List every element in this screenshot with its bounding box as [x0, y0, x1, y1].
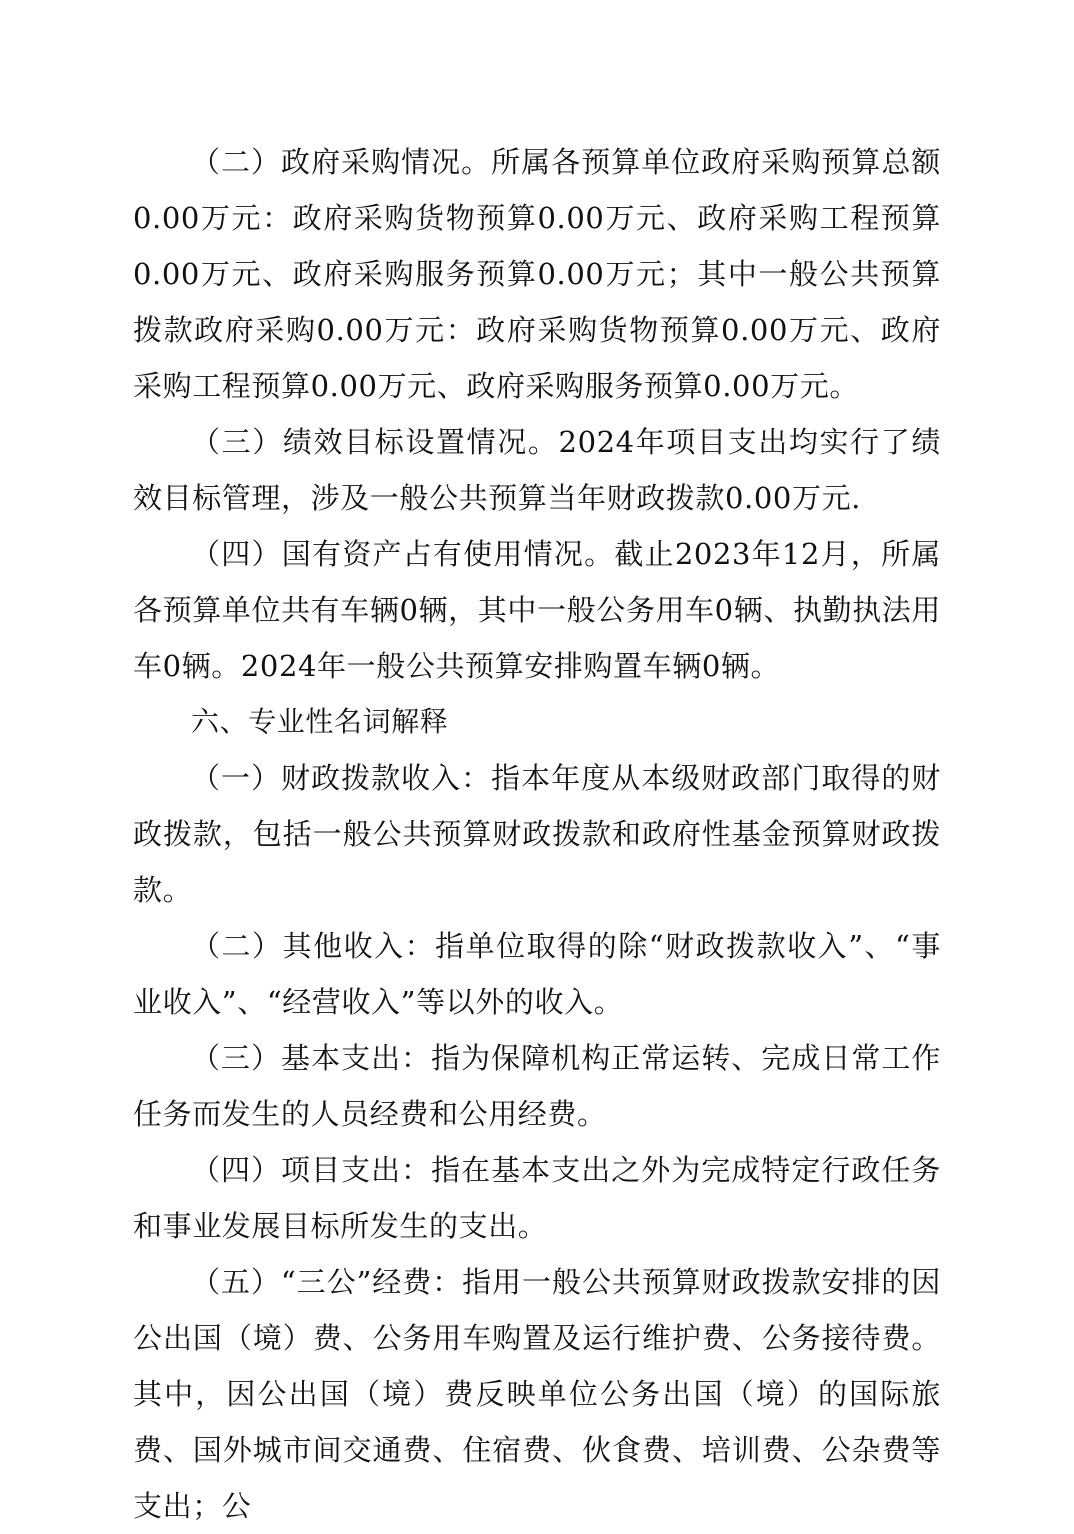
section-heading-terms: 六、专业性名词解释 — [191, 705, 449, 738]
paragraph-government-procurement: （二）政府采购情况。所属各预算单位政府采购预算总额0.00万元：政府采购货物预算0.00万元、政府采购工程预算0.00万元、政府采购服务预算0.00万元；其中一般公共预算拨款政府采购0.00万元：政府采购货物预算0.00万元、政府采购工程预算0.00万元、政府采购服务预算0.00万元。 — [133, 145, 941, 403]
document-body — [133, 134, 941, 1534]
paragraph-state-assets: （四）国有资产占有使用情况。截止2023年12月，所属各预算单位共有车辆0辆，其中一般公务用车0辆、执勤执法用车0辆。2024年一般公共预算安排购置车辆0辆。 — [133, 537, 941, 683]
paragraph-project-expenditure: （四）项目支出：指在基本支出之外为完成特定行政任务和事业发展目标所发生的支出。 — [133, 1153, 941, 1243]
paragraph-three-public-expenses: （五）“三公”经费：指用一般公共预算财政拨款安排的因公出国（境）费、公务用车购置及运行维护费、公务接待费。其中，因公出国（境）费反映单位公务出国（境）的国际旅费、国外城市间交通费、住宿费、伙食费、培训费、公杂费等支出；公 — [133, 1265, 941, 1523]
paragraph-performance-targets: （三）绩效目标设置情况。2024年项目支出均实行了绩效目标管理，涉及一般公共预算当年财政拨款0.00万元. — [133, 425, 941, 515]
paragraph-basic-expenditure: （三）基本支出：指为保障机构正常运转、完成日常工作任务而发生的人员经费和公用经费。 — [133, 1041, 941, 1131]
paragraph-other-income: （二）其他收入：指单位取得的除“财政拨款收入”、“事业收入”、“经营收入”等以外的收入。 — [133, 929, 941, 1019]
paragraph-fiscal-allocation-income: （一）财政拨款收入：指本年度从本级财政部门取得的财政拨款，包括一般公共预算财政拨款和政府性基金预算财政拨款。 — [133, 761, 941, 907]
